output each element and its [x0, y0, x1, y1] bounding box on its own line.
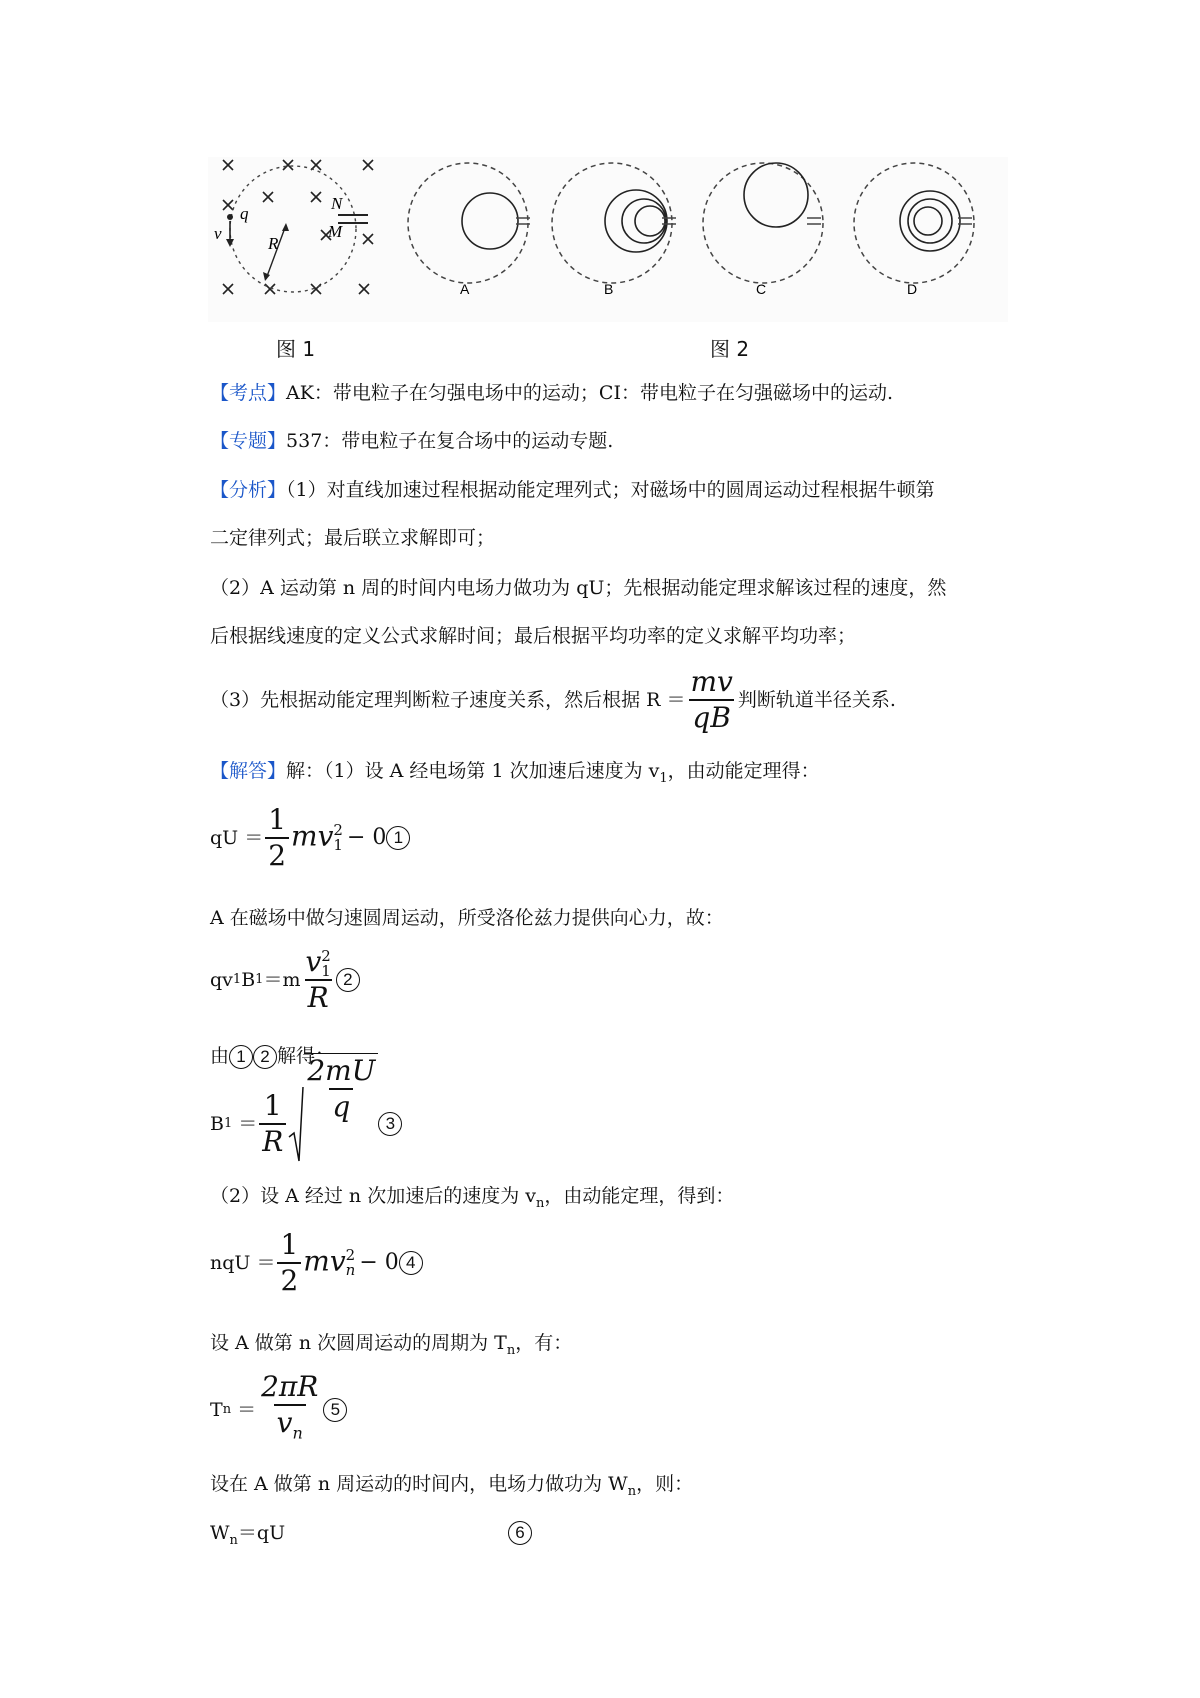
figure-panel [208, 157, 1008, 322]
eq1-mv: mv 2 1 [291, 819, 343, 854]
eq5-den: $v_n$ [274, 1404, 306, 1451]
zhuanti-line [210, 428, 613, 454]
panel-a [408, 163, 530, 297]
eq5-eq: ＝ [237, 1399, 257, 1422]
eq5-left: T [210, 1399, 223, 1422]
eq3-sub: 1 [223, 1116, 233, 1131]
fenxi-line-4: 后根据线速度的定义公式求解时间；最后根据平均功率的定义求解平均功率； [210, 625, 857, 647]
label-N: N [331, 194, 343, 213]
particle-dot [227, 214, 233, 220]
eq5-fraction [258, 1370, 321, 1451]
physics-figure [208, 157, 1008, 322]
eq4-num: 1 [280, 1228, 299, 1261]
kaodian-tag: 【考点】 [210, 382, 287, 404]
eq-mark-ref-2: 2 [253, 1045, 277, 1069]
eq1-tail: − 0 [346, 825, 387, 850]
eq-mark-ref-1: 1 [229, 1045, 253, 1069]
eq3-rad-den: q [329, 1088, 353, 1124]
jieda-line-b: 由 1 2 解得： [210, 1045, 335, 1067]
equation-6 [210, 1520, 285, 1554]
eq-mark-3: 3 [378, 1112, 402, 1136]
kaodian-line [210, 380, 893, 406]
equation-1 [210, 803, 410, 873]
jieda-intro [210, 758, 820, 792]
eq5-sub: n [222, 1402, 232, 1418]
eq4-mv: mv 2 n [303, 1244, 356, 1279]
jieda-line-c: （2）设 A 经过 n 次加速后的速度为 $v_n$，由动能定理，得到： [210, 1185, 735, 1211]
eq2-num: v 2 1 [305, 945, 331, 980]
eq2-sub1: 1 [232, 972, 242, 987]
field-crosses [223, 160, 373, 294]
fenxi-line-1 [210, 477, 935, 503]
fraction-denominator: qB [689, 699, 734, 735]
eq1-num: 1 [268, 803, 287, 836]
fraction-numerator: mv [690, 665, 733, 698]
eq2-left: qv [210, 969, 233, 991]
sqrt-sign [288, 1053, 378, 1163]
zhuanti-text: 537：带电粒子在复合场中的运动专题. [286, 430, 614, 452]
eq-mark-1: 1 [386, 826, 410, 850]
panel-label-a: A [460, 281, 470, 297]
eq1-left: qU ＝ [210, 827, 264, 849]
panel-label-d: D [907, 281, 918, 297]
eq3-rad-num: 2mU [307, 1053, 376, 1087]
fenxi-line-2: 二定律列式；最后联立求解即可； [210, 527, 496, 549]
jieda-intro-post: ，由动能定理得： [667, 760, 820, 782]
eq2-eq: ＝m [263, 969, 301, 991]
fenxi-tag: 【分析】 [210, 479, 287, 501]
eq4-fraction [277, 1228, 301, 1298]
eq4-left: nqU ＝ [210, 1252, 276, 1274]
fenxi-text-1: （1）对直线加速过程根据动能定理列式；对磁场中的圆周运动过程根据牛顿第 [286, 479, 935, 501]
panel-b [552, 163, 676, 297]
eq4-den: 2 [277, 1262, 301, 1298]
eq6-left: W [210, 1522, 230, 1544]
eq-mark-6: 6 [508, 1521, 532, 1545]
zhuanti-tag: 【专题】 [210, 430, 287, 452]
jieda-tag: 【解答】 [210, 760, 287, 782]
eq2-den: R [305, 979, 332, 1015]
label-q: q [240, 204, 249, 223]
fenxi-line-5 [210, 665, 896, 735]
eq2-sub2: 1 [255, 972, 264, 987]
jieda-line-d: 设 A 做第 n 次圆周运动的周期为 $T_n$，有： [210, 1332, 573, 1358]
label-R: R [268, 234, 279, 253]
jieda-intro-sub: 1 [659, 770, 668, 786]
eq-mark-4: 4 [399, 1251, 423, 1275]
panel-d [854, 163, 974, 297]
eq3-radicand [304, 1053, 378, 1124]
panel-c [703, 163, 823, 297]
eq2-mid: B [241, 969, 256, 991]
eq6-mark-wrap [508, 1520, 532, 1546]
eq3-left: B [210, 1113, 224, 1135]
fig2-caption: 图 2 [710, 337, 750, 361]
eq6-right: ＝qU [237, 1522, 286, 1544]
eq4-tail: − 0 [359, 1250, 399, 1275]
fraction-mv-qb [687, 665, 735, 735]
fenxi-text-5-pre: （3）先根据动能定理判断粒子速度关系，然后根据 R ＝ [210, 689, 686, 711]
eq-mark-5: 5 [323, 1398, 347, 1422]
fenxi-text-5-post: 判断轨道半径关系. [737, 689, 896, 711]
jieda-line-a: A 在磁场中做匀速圆周运动，所受洛伦兹力提供向心力，故： [210, 907, 724, 929]
fig1-plates [338, 215, 368, 223]
eq3-num: 1 [263, 1089, 282, 1122]
jieda-intro-text: 解：（1）设 A 经电场第 1 次加速后速度为 v [286, 760, 660, 782]
eq3-den: R [259, 1123, 286, 1159]
eq5-num: 2πR [261, 1370, 319, 1403]
kaodian-text: AK：带电粒子在匀强电场中的运动；CI：带电粒子在匀强磁场中的运动. [286, 382, 894, 404]
equation-2 [210, 945, 360, 1015]
panel-label-b: B [604, 281, 614, 297]
eq1-fraction [265, 803, 289, 873]
eq2-fraction [302, 945, 333, 1015]
label-M: M [328, 222, 343, 241]
fig1-caption: 图 1 [276, 337, 316, 361]
panel-label-c: C [756, 281, 767, 297]
jieda-line-e: 设在 A 做第 n 周运动的时间内，电场力做功为 $W_n$，则： [210, 1473, 694, 1499]
eq6-sub: n [229, 1532, 238, 1548]
eq3-fraction [259, 1089, 286, 1159]
label-v: v [214, 224, 222, 243]
equation-4 [210, 1228, 423, 1298]
eq-mark-2: 2 [336, 968, 360, 992]
equation-5 [210, 1370, 347, 1451]
eq3-eq: ＝ [238, 1113, 258, 1135]
fenxi-line-3: （2）A 运动第 n 周的时间内电场力做功为 qU；先根据动能定理求解该过程的速度，然 [210, 577, 947, 599]
eq1-den: 2 [265, 837, 289, 873]
